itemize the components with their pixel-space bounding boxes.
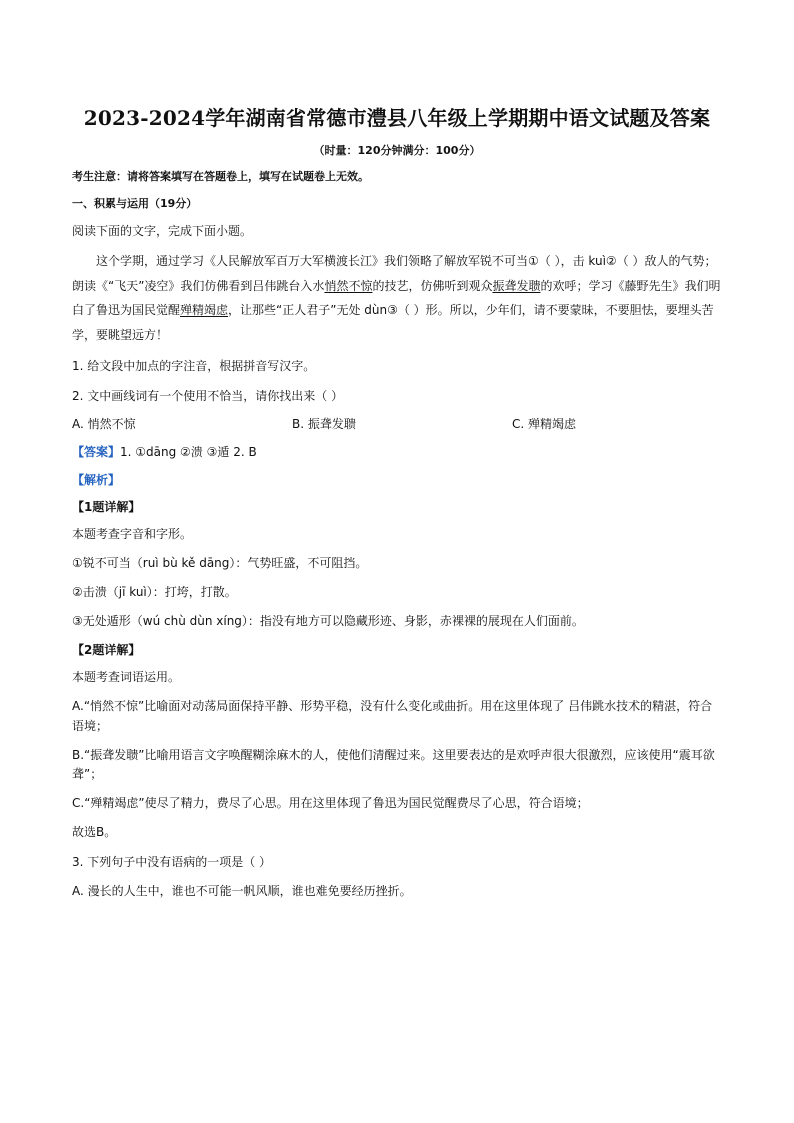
q1-detail-line-4: ③无处遁形（wú chù dùn xíng）：指没有地方可以隐藏形迹、身影，赤裸裸的展现在人们面前。 bbox=[72, 614, 584, 629]
exam-notice: 考生注意：请将答案填写在答题卷上，填写在试题卷上无效。 bbox=[72, 170, 369, 184]
passage-seg-1: 这个学期，通过学习《人民解放军百万大军横渡长江》我们领略了解放军锐不可当①（ ），击 kuì②（ ）敌人的气势；朗读《“飞天”凌空》我们仿佛看到吕伟跳台入水 bbox=[72, 253, 717, 293]
underlined-phrase-3: 殚精竭虑 bbox=[180, 303, 229, 318]
option-a: A. 悄然不惊 bbox=[72, 416, 136, 431]
q1-detail-line-3: ②击溃（jī kuì）：打垮，打散。 bbox=[72, 584, 237, 599]
section-heading: 一、积累与运用（19分） bbox=[72, 197, 198, 211]
question-2-options bbox=[72, 416, 722, 433]
q2-detail-line-3: B.“振聋发聩”比喻用语言文字唤醒糊涂麻木的人，使他们清醒过来。这里要表达的是欢呼声很大很激烈，应该使用“震耳欲聋”； bbox=[72, 747, 715, 782]
option-c: C. 殚精竭虑 bbox=[512, 416, 577, 431]
q1-detail-heading: 【1题详解】 bbox=[72, 499, 141, 514]
analysis-tag: 【解析】 bbox=[72, 472, 121, 487]
option-b: B. 振聋发聩 bbox=[292, 416, 356, 431]
question-1: 1. 给文段中加点的字注音，根据拼音写汉字。 bbox=[72, 359, 316, 374]
underlined-phrase-1: 悄然不惊 bbox=[324, 278, 373, 293]
question-3-option-a: A. 漫长的人生中，谁也不可能一帆风顺，谁也难免要经历挫折。 bbox=[72, 883, 412, 898]
document-title: 2023-2024学年湖南省常德市澧县八年级上学期期中语文试题及答案 bbox=[83, 106, 711, 130]
q1-detail-line-2: ①锐不可当（ruì bù kě dāng）：气势旺盛，不可阻挡。 bbox=[72, 555, 368, 570]
q2-detail-line-5: 故选B。 bbox=[72, 825, 117, 840]
q1-detail-line-1: 本题考查字音和字形。 bbox=[72, 526, 193, 541]
answer-tag: 【答案】 bbox=[72, 444, 121, 459]
answer-line bbox=[72, 443, 722, 461]
passage-seg-4: ，让那些“正人君子”无处 dùn③（ ）形。所以，少年们，请不要蒙昧，不要胆怯，要埋头苦学，要眺望远方！ bbox=[72, 303, 714, 342]
answer-text: 1. ①dāng ②溃 ③遁 2. B bbox=[120, 444, 257, 459]
underlined-phrase-2: 振聋发聩 bbox=[492, 278, 541, 293]
q2-detail-line-1: 本题考查词语运用。 bbox=[72, 670, 181, 685]
exam-duration: （时量：120分钟满分：100分） bbox=[313, 144, 481, 157]
reading-prompt: 阅读下面的文字，完成下面小题。 bbox=[72, 223, 253, 238]
q2-detail-line-2: A.“悄然不惊”比喻面对动荡局面保持平静、形势平稳，没有什么变化或曲折。用在这里体现了 吕伟跳水技术的精湛，符合语境； bbox=[72, 699, 713, 733]
q2-detail-heading: 【2题详解】 bbox=[72, 643, 141, 658]
passage-seg-3: 的欢呼；学习《藤野先生》我们明白了鲁迅为国民觉醒 bbox=[72, 278, 721, 318]
passage-seg-2: 的技艺，仿佛听到观众 bbox=[372, 278, 493, 293]
q2-detail-line-4: C.“殚精竭虑”使尽了精力，费尽了心思。用在这里体现了鲁迅为国民觉醒费尽了心思，符合语境； bbox=[72, 796, 589, 811]
document-content bbox=[72, 106, 722, 901]
question-2: 2. 文中画线词有一个使用不恰当，请你找出来（ ） bbox=[72, 388, 344, 403]
question-3: 3. 下列句子中没有语病的一项是（ ） bbox=[72, 854, 272, 869]
reading-passage bbox=[72, 249, 722, 347]
